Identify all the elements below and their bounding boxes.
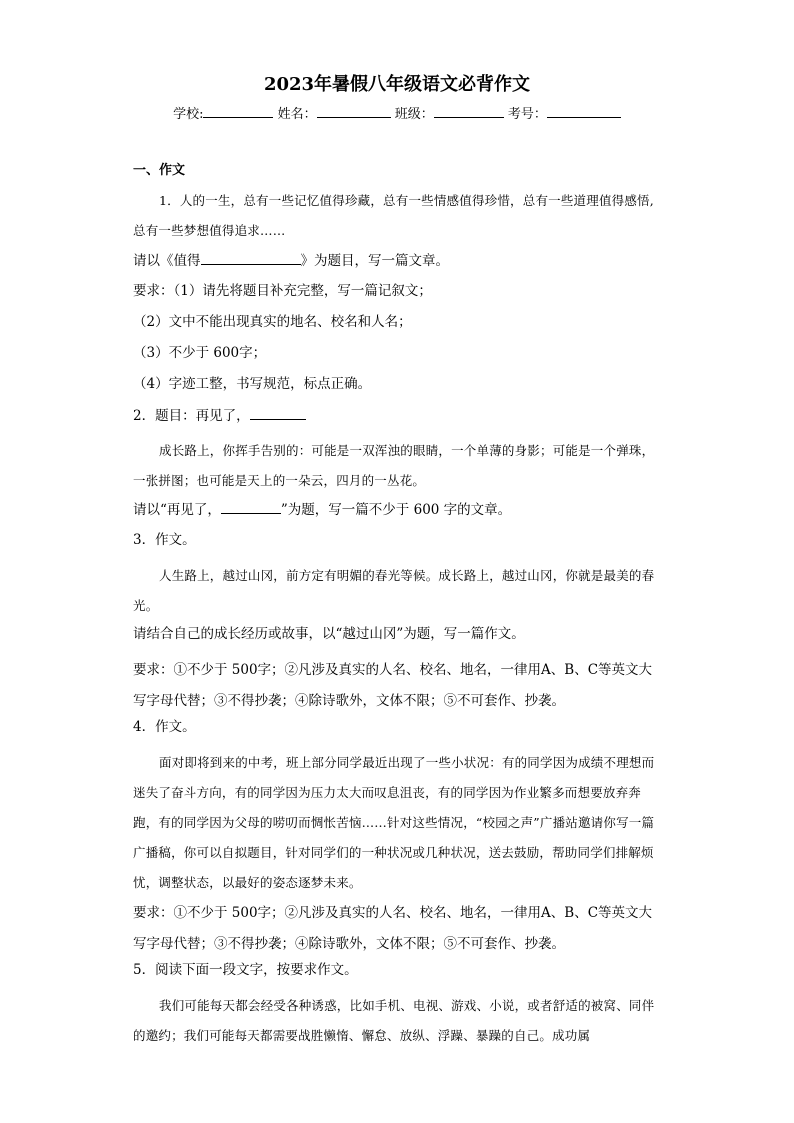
q1-task: 请以《值得 》为题目，写一篇文章。 (133, 250, 661, 281)
page-title: 2023年暑假八年级语文必背作文 (263, 74, 531, 95)
name-blank[interactable] (317, 105, 391, 118)
exam-no-blank[interactable] (547, 105, 621, 118)
name-label: 姓名： (277, 107, 317, 122)
q2-title-blank[interactable] (250, 405, 306, 420)
q2-task-blank[interactable] (221, 499, 281, 514)
student-info-line (0, 103, 794, 122)
document-body (133, 162, 661, 1051)
q2-material: 成长路上，你挥手告别的：可能是一双浑浊的眼睛，一个单薄的身影；可能是一个弹珠，一张拼图；也可能是天上的一朵云，四月的一丛花。 (133, 443, 655, 488)
exam-no-label: 考号： (507, 107, 547, 122)
q4-material: 面对即将到来的中考，班上部分同学最近出现了一些小状况：有的同学因为成绩不理想而迷失了奋斗方向，有的同学因为压力太大而叹息沮丧，有的同学因为作业繁多而想要放弃奔跑，有的同学因为父母的唠叨而惆怅苦恼……针对这些情况，“校园之声”广播站邀请你写一篇广播稿，你可以自拟题目，针对同学们的一种状况或几种状况，送去鼓励，帮助同学们排解烦忧，调整状态，以最好的姿态逐梦未来。 (133, 755, 655, 890)
q3-material: 人生路上，越过山冈，前方定有明媚的春光等候。成长路上，越过山冈，你就是最美的春光。 (133, 568, 655, 613)
q1-prompt: 1．人的一生，总有一些记忆值得珍藏，总有一些情感值得珍惜，总有一些道理值得感悟,总有一些梦想值得追求…… (133, 193, 654, 238)
q2-task: 请以“再见了， ”为题，写一篇不少于 600 字的文章。 (133, 499, 661, 530)
school-blank[interactable] (203, 105, 273, 118)
q4-requirements: 要求：①不少于 500字；②凡涉及真实的人名、校名、地名，一律用A、B、C等英文大写字母代替；③不得抄袭；④除诗歌外，文体不限；⑤不可套作、抄袭。 (133, 905, 653, 952)
q2-heading: 2．题目：再见了， (133, 405, 661, 436)
q3-task: 请结合自己的成长经历或故事，以“越过山冈”为题，写一篇作文。 (133, 626, 525, 642)
q4-heading: 4．作文。 (133, 719, 196, 735)
q5-material: 我们可能每天都会经受各种诱惑，比如手机、电视、游戏、小说，或者舒适的被窝、同伴的邀约；我们可能每天都需要战胜懒惰、懈怠、放纵、浮躁、暴躁的自己。成功属 (133, 998, 655, 1043)
q5-heading: 5．阅读下面一段文字，按要求作文。 (133, 962, 358, 978)
section-heading: 一、作文 (133, 163, 186, 178)
q1-title-blank[interactable] (201, 250, 301, 265)
q3-heading: 3．作文。 (133, 532, 196, 548)
class-label: 班级： (394, 107, 434, 122)
q1-requirement-3: （3）不少于 600字； (133, 345, 267, 361)
q3-requirements: 要求：①不少于 500字；②凡涉及真实的人名、校名、地名，一律用A、B、C等英文大写字母代替；③不得抄袭；④除诗歌外，文体不限；⑤不可套作、抄袭。 (133, 662, 653, 709)
class-blank[interactable] (434, 105, 504, 118)
q1-requirement-1: 要求：（1）请先将题目补充完整，写一篇记叙文； (133, 283, 432, 299)
q1-requirement-4: （4）字迹工整，书写规范，标点正确。 (133, 376, 372, 392)
q1-requirement-2: （2）文中不能出现真实的地名、校名和人名； (133, 314, 412, 330)
school-label: 学校: (173, 107, 204, 122)
